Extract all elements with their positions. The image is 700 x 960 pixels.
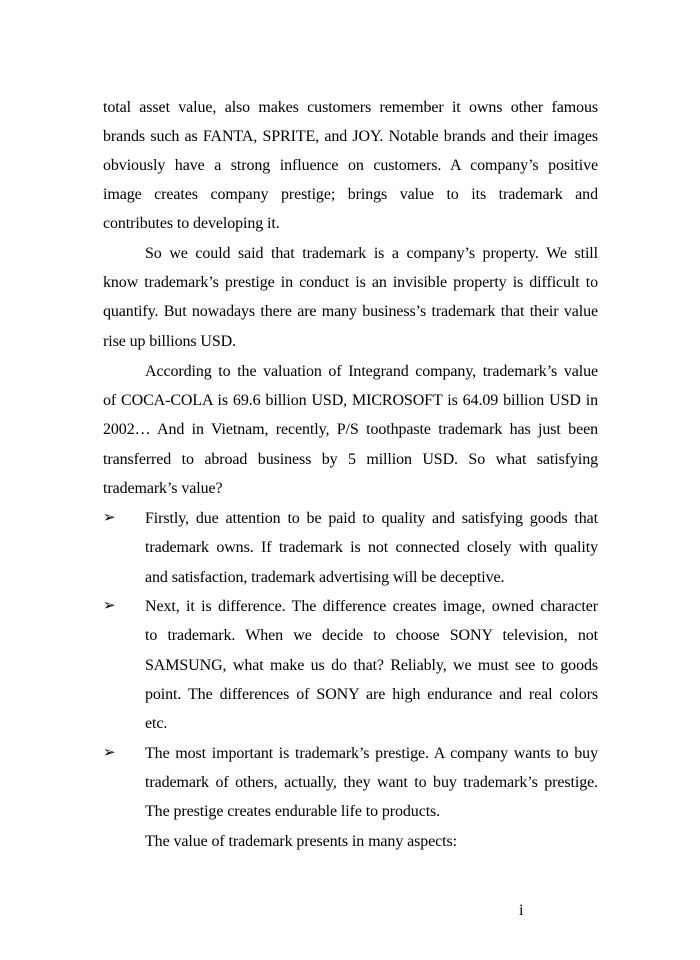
text-line: Firstly, due attention to be paid to quality and satisfying goods that (145, 510, 598, 527)
page-number: i (519, 902, 524, 919)
text-line: transferred to abroad business by 5 million USD. So what satisfying (103, 451, 598, 468)
text-line: image creates company prestige; brings value to its trademark and (103, 186, 598, 203)
text-line: The prestige creates endurable life to products. (145, 803, 441, 820)
arrow-bullet-icon: ➢ (103, 508, 116, 526)
text-line: The most important is trademark’s prestige. A company wants to buy (145, 745, 598, 762)
text-line: trademark’s value? (103, 480, 223, 497)
text-line: 2002… And in Vietnam, recently, P/S toothpaste trademark has just been (103, 421, 598, 438)
text-line: So we could said that trademark is a company’s property. We still (145, 245, 598, 262)
text-line: of COCA-COLA is 69.6 billion USD, MICROSOFT is 64.09 billion USD in (103, 392, 598, 409)
text-line: to trademark. When we decide to choose SONY television, not (145, 627, 598, 644)
text-line: SAMSUNG, what make us do that? Reliably, we must see to goods (145, 657, 598, 674)
text-line: total asset value, also makes customers remember it owns other famous (103, 99, 598, 116)
text-line: know trademark’s prestige in conduct is an invisible property is difficult to (103, 274, 598, 291)
arrow-bullet-icon: ➢ (103, 743, 116, 761)
closing-line: The value of trademark presents in many aspects: (145, 833, 457, 850)
text-line: quantify. But nowadays there are many business’s trademark that their value (103, 303, 598, 320)
text-line: point. The differences of SONY are high endurance and real colors (145, 686, 598, 703)
arrow-bullet-icon: ➢ (103, 596, 116, 614)
text-line: According to the valuation of Integrand company, trademark’s value (145, 363, 598, 380)
text-line: obviously have a strong influence on customers. A company’s positive (103, 157, 598, 174)
text-line: etc. (145, 715, 168, 732)
text-line: trademark owns. If trademark is not connected closely with quality (145, 539, 598, 556)
text-line: and satisfaction, trademark advertising will be deceptive. (145, 569, 505, 586)
text-line: trademark of others, actually, they want to buy trademark’s prestige. (145, 774, 598, 791)
text-line: Next, it is difference. The difference creates image, owned character (145, 598, 598, 615)
text-line: brands such as FANTA, SPRITE, and JOY. Notable brands and their images (103, 128, 598, 145)
text-line: contributes to developing it. (103, 215, 280, 232)
text-line: rise up billions USD. (103, 333, 237, 350)
